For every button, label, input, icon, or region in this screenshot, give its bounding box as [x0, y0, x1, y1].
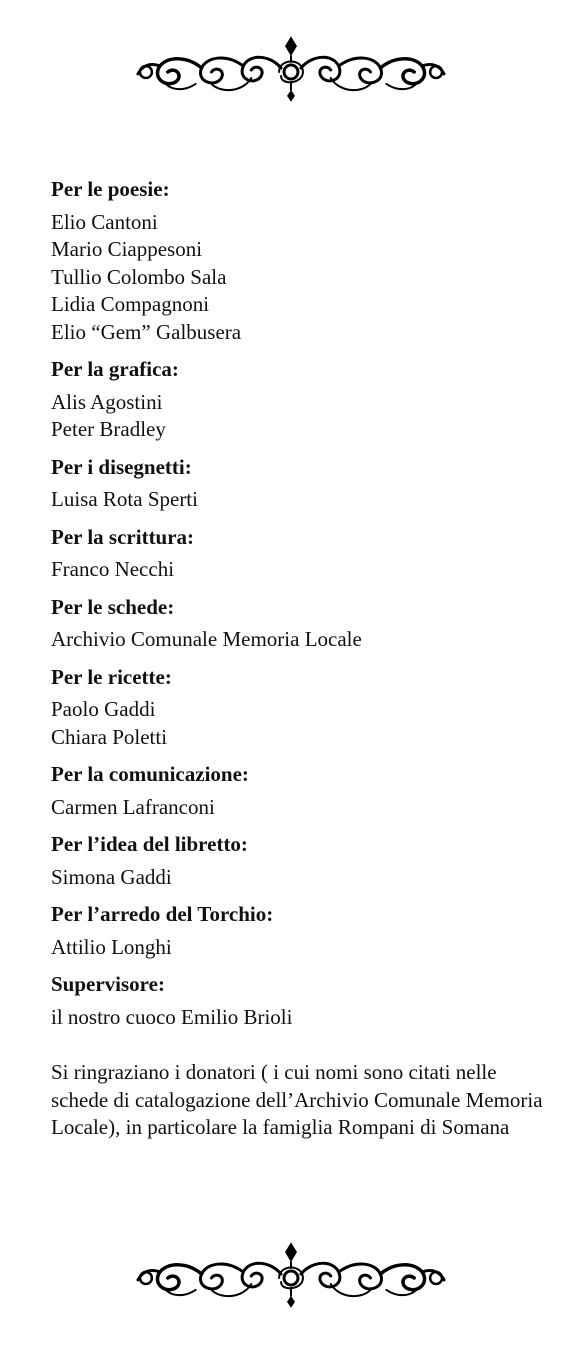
- credits-section-scrittura: [51, 524, 551, 584]
- credit-name: Alis Agostini: [51, 389, 163, 414]
- credit-name: Archivio Comunale Memoria Locale: [51, 627, 362, 651]
- credit-name: Luisa Rota Sperti: [51, 487, 198, 511]
- thanks-paragraph: Si ringraziano i donatori ( i cui nomi sono citati nelle schede di catalogazione dell’Archivio Comunale Memoria Locale), in particolare la famiglia Rompani di Somana: [51, 1060, 543, 1139]
- section-heading: Per le ricette:: [51, 664, 172, 689]
- credits-section-schede: [51, 594, 551, 654]
- credit-name: Franco Necchi: [51, 557, 175, 581]
- credits-section-idea: [51, 831, 551, 891]
- credit-name: Elio “Gem” Galbusera: [51, 319, 242, 344]
- section-heading: Per l’idea del libretto:: [51, 832, 248, 856]
- credits-section-ricette: [51, 664, 551, 752]
- credit-name: Lidia Compagnoni: [51, 292, 210, 316]
- credits-list: [51, 176, 551, 1142]
- credit-name: Peter Bradley: [51, 417, 166, 441]
- credit-name: Paolo Gaddi: [51, 697, 156, 721]
- credit-name: Elio Cantoni: [51, 209, 158, 234]
- section-heading: Per l’arredo del Torchio:: [51, 902, 274, 926]
- credits-section-disegnetti: [51, 454, 551, 514]
- credits-section-arredo: [51, 901, 551, 961]
- section-heading: Per i disegnetti:: [51, 454, 192, 479]
- credit-name: Mario Ciappesoni: [51, 237, 203, 261]
- scroll-flourish-icon: [132, 1238, 450, 1310]
- credits-section-grafica: [51, 356, 551, 444]
- section-heading: Per le schede:: [51, 594, 175, 619]
- section-heading: Per la grafica:: [51, 357, 179, 381]
- credit-name: Simona Gaddi: [51, 864, 172, 889]
- scroll-flourish-icon: [132, 32, 450, 104]
- credit-name: Tullio Colombo Sala: [51, 264, 227, 289]
- section-heading: Supervisore:: [51, 972, 165, 996]
- section-heading: Per la comunicazione:: [51, 762, 249, 786]
- credits-section-supervisore: [51, 971, 551, 1031]
- credit-name: Attilio Longhi: [51, 934, 172, 959]
- section-heading: Per la scrittura:: [51, 524, 195, 549]
- credit-name: il nostro cuoco Emilio Brioli: [51, 1004, 293, 1029]
- credits-section-comunicazione: [51, 761, 551, 821]
- credits-section-poesie: [51, 176, 551, 346]
- credit-name: Carmen Lafranconi: [51, 794, 215, 819]
- section-heading: Per le poesie:: [51, 177, 170, 201]
- credit-name: Chiara Poletti: [51, 724, 168, 749]
